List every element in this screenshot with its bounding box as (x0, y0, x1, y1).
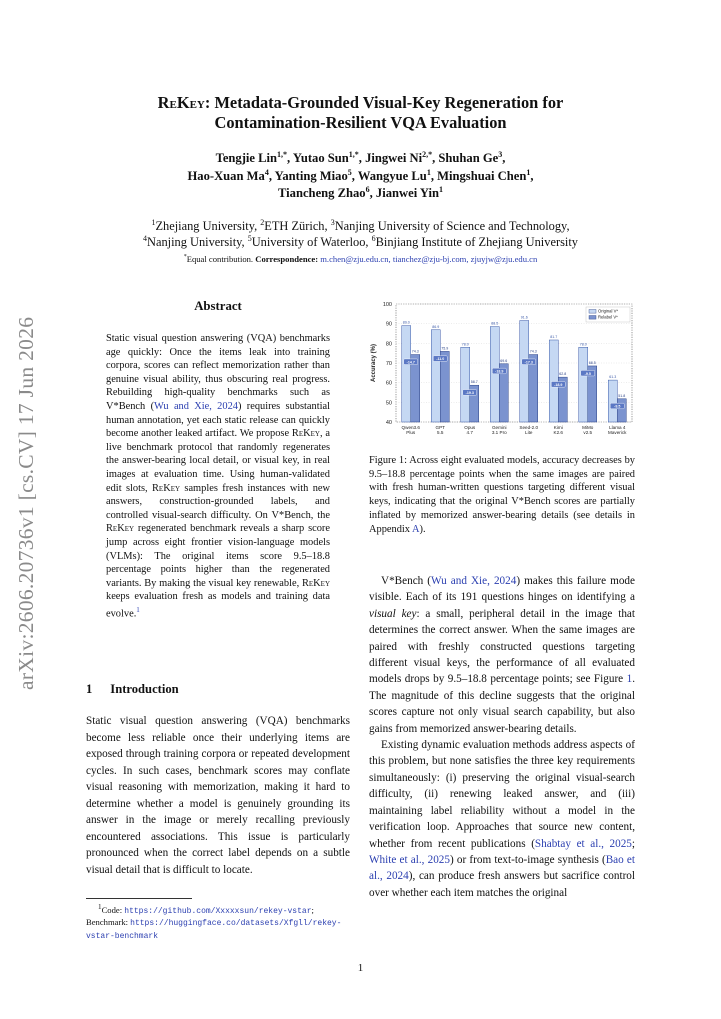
figure-1-bar-chart (362, 296, 638, 444)
data-label-relabel: 69.6 (500, 358, 508, 363)
author-affiliation-mark: 4 (264, 167, 269, 177)
author-affiliation-mark: 5 (347, 167, 352, 177)
affiliations (0, 218, 721, 266)
x-tick-label: GPT (435, 425, 445, 430)
author-affiliation-mark: 6 (365, 184, 370, 194)
paper-title (0, 93, 721, 133)
x-tick-label: 5.5 (437, 430, 444, 436)
affiliation-mark: 6 (371, 233, 376, 243)
data-label-original: 78.0 (579, 342, 587, 347)
author-name: Yanting Miao (274, 168, 348, 183)
drop-label: -18.9 (554, 382, 563, 387)
paragraph-vbench: V*Bench (Wu and Xie, 2024) makes this failure mode visible. Each of its 191 questions hinges on identifying a visual key: a small, peripheral detail in the image that determines the correct answer. When the same images are paired with freshly constructed questions targeting different visual keys, the performance of all evaluated models drops by 9.5–18.8 percentage points; see Figure 1. The magnitude of this decline suggests that the original scores capture not only visual search capability, but also gains from memorized answer-bearing details. (369, 575, 635, 735)
author-affiliation-mark: 1 (426, 167, 431, 177)
footnote-benchmark-label: Benchmark: (86, 917, 131, 928)
figure-caption: Figure 1: Across eight evaluated models, accuracy decreases by 9.5–18.8 percentage points when the same images are paired with fresh human-written questions targeting different visual keys, indicating that the original V*Bench scores are partially inflated by memorized answer-bearing details (see details in Appendix A). (369, 455, 635, 535)
x-tick-label: Lite (525, 430, 533, 436)
affiliation-name: Nanjing University of Science and Technology, (334, 219, 570, 233)
x-tick-label: Kimi (553, 425, 563, 430)
data-label-original: 86.9 (432, 324, 440, 329)
citation-link[interactable]: Bao et al., 2024 (369, 853, 635, 883)
page-number: 1 (357, 962, 364, 974)
x-tick-label: 3.1 Pro (491, 430, 507, 436)
benchmark-link[interactable]: https://huggingface.co/datasets/Xfgll/rekey-vstar-benchmark (86, 919, 342, 942)
author-affiliation-mark: 2,* (422, 149, 433, 159)
abstract-text: Static visual question answering (VQA) benchmarks age quickly: Once the items leak into training corpora, scores can reflect memorization rather than genuine visual ability, thus obscuring real progress. Rebuilding high-quality benchmarks such as V*Bench (Wu and Xie, 2024) requires substantial human annotation, yet each static release can quickly become another leaked artifact. We propose ReKey, a live benchmark protocol that randomly regenerates the answer-bearing local detail, or visual key, in real images at evaluation time. Using human-validated edit slots, ReKey samples fresh instances with new answers, construction-grounded labels, and controlled visual-search difficulty. On V*Bench, the ReKey regenerated benchmark reveals a sharp score jump across eight frontier vision-language models (VLMs): The original items score 9.5–18.8 percentage points higher than the regenerated variants. By making the visual key renewable, ReKey keeps evaluation fresh as models and training data evolve.$^1$ (106, 333, 330, 620)
x-tick-label: Plus (406, 430, 416, 436)
paragraph-existing-methods: Existing dynamic evaluation methods address aspects of this problem, but none satisfies the three key requirements simultaneously: (i) preserving the original visual-search difficulty, (ii) renewing leaked answer, and (iii) maintaining label reliability without a model in the verification loop. Approaches that source new content, whether from recent publications (Shabtay et al., 2025; White et al., 2025) or from text-to-image synthesis (Bao et al., 2024), can produce fresh answers but sacrifice control over whether each item matches the original (369, 739, 635, 899)
drop-label: -9.5 (584, 371, 591, 376)
system-name: ReKey (291, 428, 320, 440)
footnote: $^1$Code: https://github.com/Xxxxxsun/rekey-vstar; Benchmark: https://huggingface.co/datasets/Xfgll/rekey-vstar-benchmark (86, 903, 342, 942)
y-tick-label: 80 (385, 341, 392, 348)
data-label-relabel: 74.3 (411, 349, 419, 354)
section-title: Introduction (110, 682, 179, 696)
author-list: Tengjie Lin$^{1,*}$, Yutao Sun$^{1,*}$, Jingwei $Ni^{2,*}$, Shuhan Ge$^3$, Hao-Xuan Ma$^4$, Yanting Miao$^5$, Wangyue Lu$^1$, Mingshuai Chen$^1$, Tiancheng Zhao$^6$, Jianwei Yin$^1$ (187, 149, 534, 200)
drop-label: -17.3 (524, 360, 533, 365)
code-link[interactable]: https://github.com/Xxxxxsun/rekey-vstar (124, 906, 312, 916)
y-tick-label: 60 (385, 380, 392, 387)
bar-relabel (617, 399, 626, 422)
x-tick-label: Gemini (491, 425, 507, 430)
equal-contribution-text: Equal contribution. (186, 254, 254, 264)
author-name: Jingwei Ni (365, 151, 423, 165)
x-tick-label: 4.7 (466, 430, 473, 436)
contribution-note: *Equal contribution. Correspondence: m.chen@zju.edu.cn, tianchez@zju-bj.com, zjuyjw@zju.edu.cn (183, 254, 538, 264)
data-label-relabel: 75.9 (441, 346, 449, 351)
figure-ref-link[interactable]: 1 (626, 673, 633, 686)
footnote-code-label: Code: (101, 904, 125, 915)
citation-link[interactable]: Wu and Xie, 2024 (154, 400, 238, 412)
affiliation-mark: 2 (260, 217, 265, 227)
data-label-relabel: 58.7 (470, 380, 478, 385)
y-tick-label: 90 (385, 321, 392, 328)
footnote-rule (86, 898, 192, 899)
author-name: Tiancheng Zhao (278, 186, 366, 200)
legend-entry: Relabel V* (598, 314, 618, 320)
x-tick-label: Seed-2.0 (519, 425, 539, 430)
drop-label: -11.0 (436, 357, 445, 362)
y-axis-label: Accuracy (%) (371, 343, 377, 383)
y-tick-label: 70 (385, 361, 392, 367)
author-affiliation-mark: 1,* (277, 149, 288, 159)
x-tick-label: Qwen3.6 (401, 425, 420, 430)
title-line-1: : Metadata-Grounded Visual-Key Regeneration for (204, 93, 564, 112)
author-name: Hao-Xuan Ma (187, 168, 265, 183)
data-label-original: 78.0 (461, 342, 469, 347)
bar-original (579, 347, 588, 422)
bar-original (490, 327, 499, 422)
bar-original (402, 326, 411, 422)
affiliation-name: Nanjing University, (147, 235, 248, 249)
author-name: Shuhan Ge (438, 151, 499, 165)
data-label-relabel: 51.8 (618, 393, 626, 398)
author-name: Mingshuai Chen (437, 168, 527, 183)
section-number: 1 (86, 682, 93, 696)
affiliation-name: Zhejiang University, (155, 219, 261, 233)
affiliation-mark: 1 (151, 217, 156, 227)
bar-relabel (440, 351, 449, 422)
drop-label: -14.7 (406, 360, 415, 365)
author-affiliation-mark: 3 (498, 149, 503, 159)
data-label-original: 91.6 (520, 315, 528, 320)
x-tick-label: K2.6 (553, 430, 563, 436)
affiliation-mark: 4 (143, 233, 147, 243)
affiliation-line-1 (0, 218, 721, 234)
data-label-original: 89.0 (402, 320, 410, 325)
author-name: Jianwei Yin (375, 186, 439, 200)
appendix-link[interactable]: A (412, 523, 420, 535)
drop-label: -18.9 (495, 369, 504, 374)
author-affiliation-mark: 1 (439, 184, 443, 194)
affiliation-mark: 3 (330, 217, 335, 227)
affiliation-line-2 (0, 234, 721, 250)
arxiv-identifier: arXiv:2606.20736v1 [cs.CV] 17 Jun 2026 (14, 316, 38, 690)
data-label-original: 61.3 (609, 375, 617, 380)
bar-original (549, 340, 558, 422)
affiliation-name: ETH Zürich, (264, 219, 331, 233)
data-label-relabel: 62.8 (559, 372, 567, 377)
author-affiliation-mark: 1 (526, 167, 531, 177)
correspondence-emails[interactable]: m.chen@zju.edu.cn, tianchez@zju-bj.com, zjuyjw@zju.edu.cn (320, 254, 538, 264)
affiliation-name: University of Waterloo, (251, 235, 372, 249)
legend-swatch (589, 316, 596, 320)
data-label-relabel: 74.3 (529, 349, 537, 354)
y-tick-label: 40 (385, 420, 392, 426)
x-tick-label: Llama 4 (609, 425, 626, 430)
bar-original (520, 321, 529, 422)
x-tick-label: Maverick (608, 430, 627, 436)
affiliation-mark: 5 (247, 233, 252, 243)
drop-label: -9.5 (614, 404, 621, 409)
intro-paragraph: Static visual question answering (VQA) benchmarks become less reliable once their underlying items are exposed through training corpora or repeated development cycles. In such cases, benchmark scores may conflate visual reasoning with memorization, making it hard to determine whether a model is genuinely grounding its answer in the image or merely recalling previously encountered associations. This issue is particularly pronounced when the correct label depends on a subtle visual detail that is difficult to locate. (86, 715, 350, 876)
data-label-original: 81.7 (550, 334, 558, 339)
legend-swatch (589, 310, 596, 314)
author-affiliation-mark: 1,* (348, 149, 359, 159)
citation-link[interactable]: White et al., 2025 (369, 853, 450, 866)
legend-entry: Original V* (598, 308, 619, 314)
affiliation-name: Binjiang Institute of Zhejiang University (375, 235, 578, 249)
data-label-original: 88.5 (491, 321, 499, 326)
bar-original (431, 330, 440, 422)
x-tick-label: v2.5 (583, 430, 593, 436)
x-tick-label: MiMo (582, 425, 594, 430)
drop-label: -19.3 (465, 391, 474, 396)
author-name: Wangyue Lu (357, 168, 427, 183)
author-name: Tengjie Lin (215, 151, 278, 165)
footnote-number: 1 (98, 903, 102, 911)
title-system-name: ReKey (157, 93, 205, 112)
citation-link[interactable]: Shabtay et al., 2025 (534, 837, 632, 850)
abstract-heading: Abstract (194, 299, 242, 313)
correspondence-label: Correspondence: (255, 254, 319, 264)
title-line-2: Contamination-Resilient VQA Evaluation (214, 113, 507, 132)
right-column-text (369, 573, 635, 901)
citation-link[interactable]: Wu and Xie, 2024 (431, 575, 517, 587)
footnote-marker[interactable]: 1 (136, 605, 140, 614)
author-name: Yutao Sun (292, 151, 349, 165)
bar-original (608, 380, 617, 422)
bar-original (461, 347, 470, 422)
section-heading (86, 682, 179, 697)
y-tick-label: 100 (382, 302, 392, 308)
x-tick-label: Opus (464, 425, 476, 430)
y-tick-label: 50 (385, 400, 392, 407)
data-label-relabel: 68.5 (588, 360, 596, 365)
